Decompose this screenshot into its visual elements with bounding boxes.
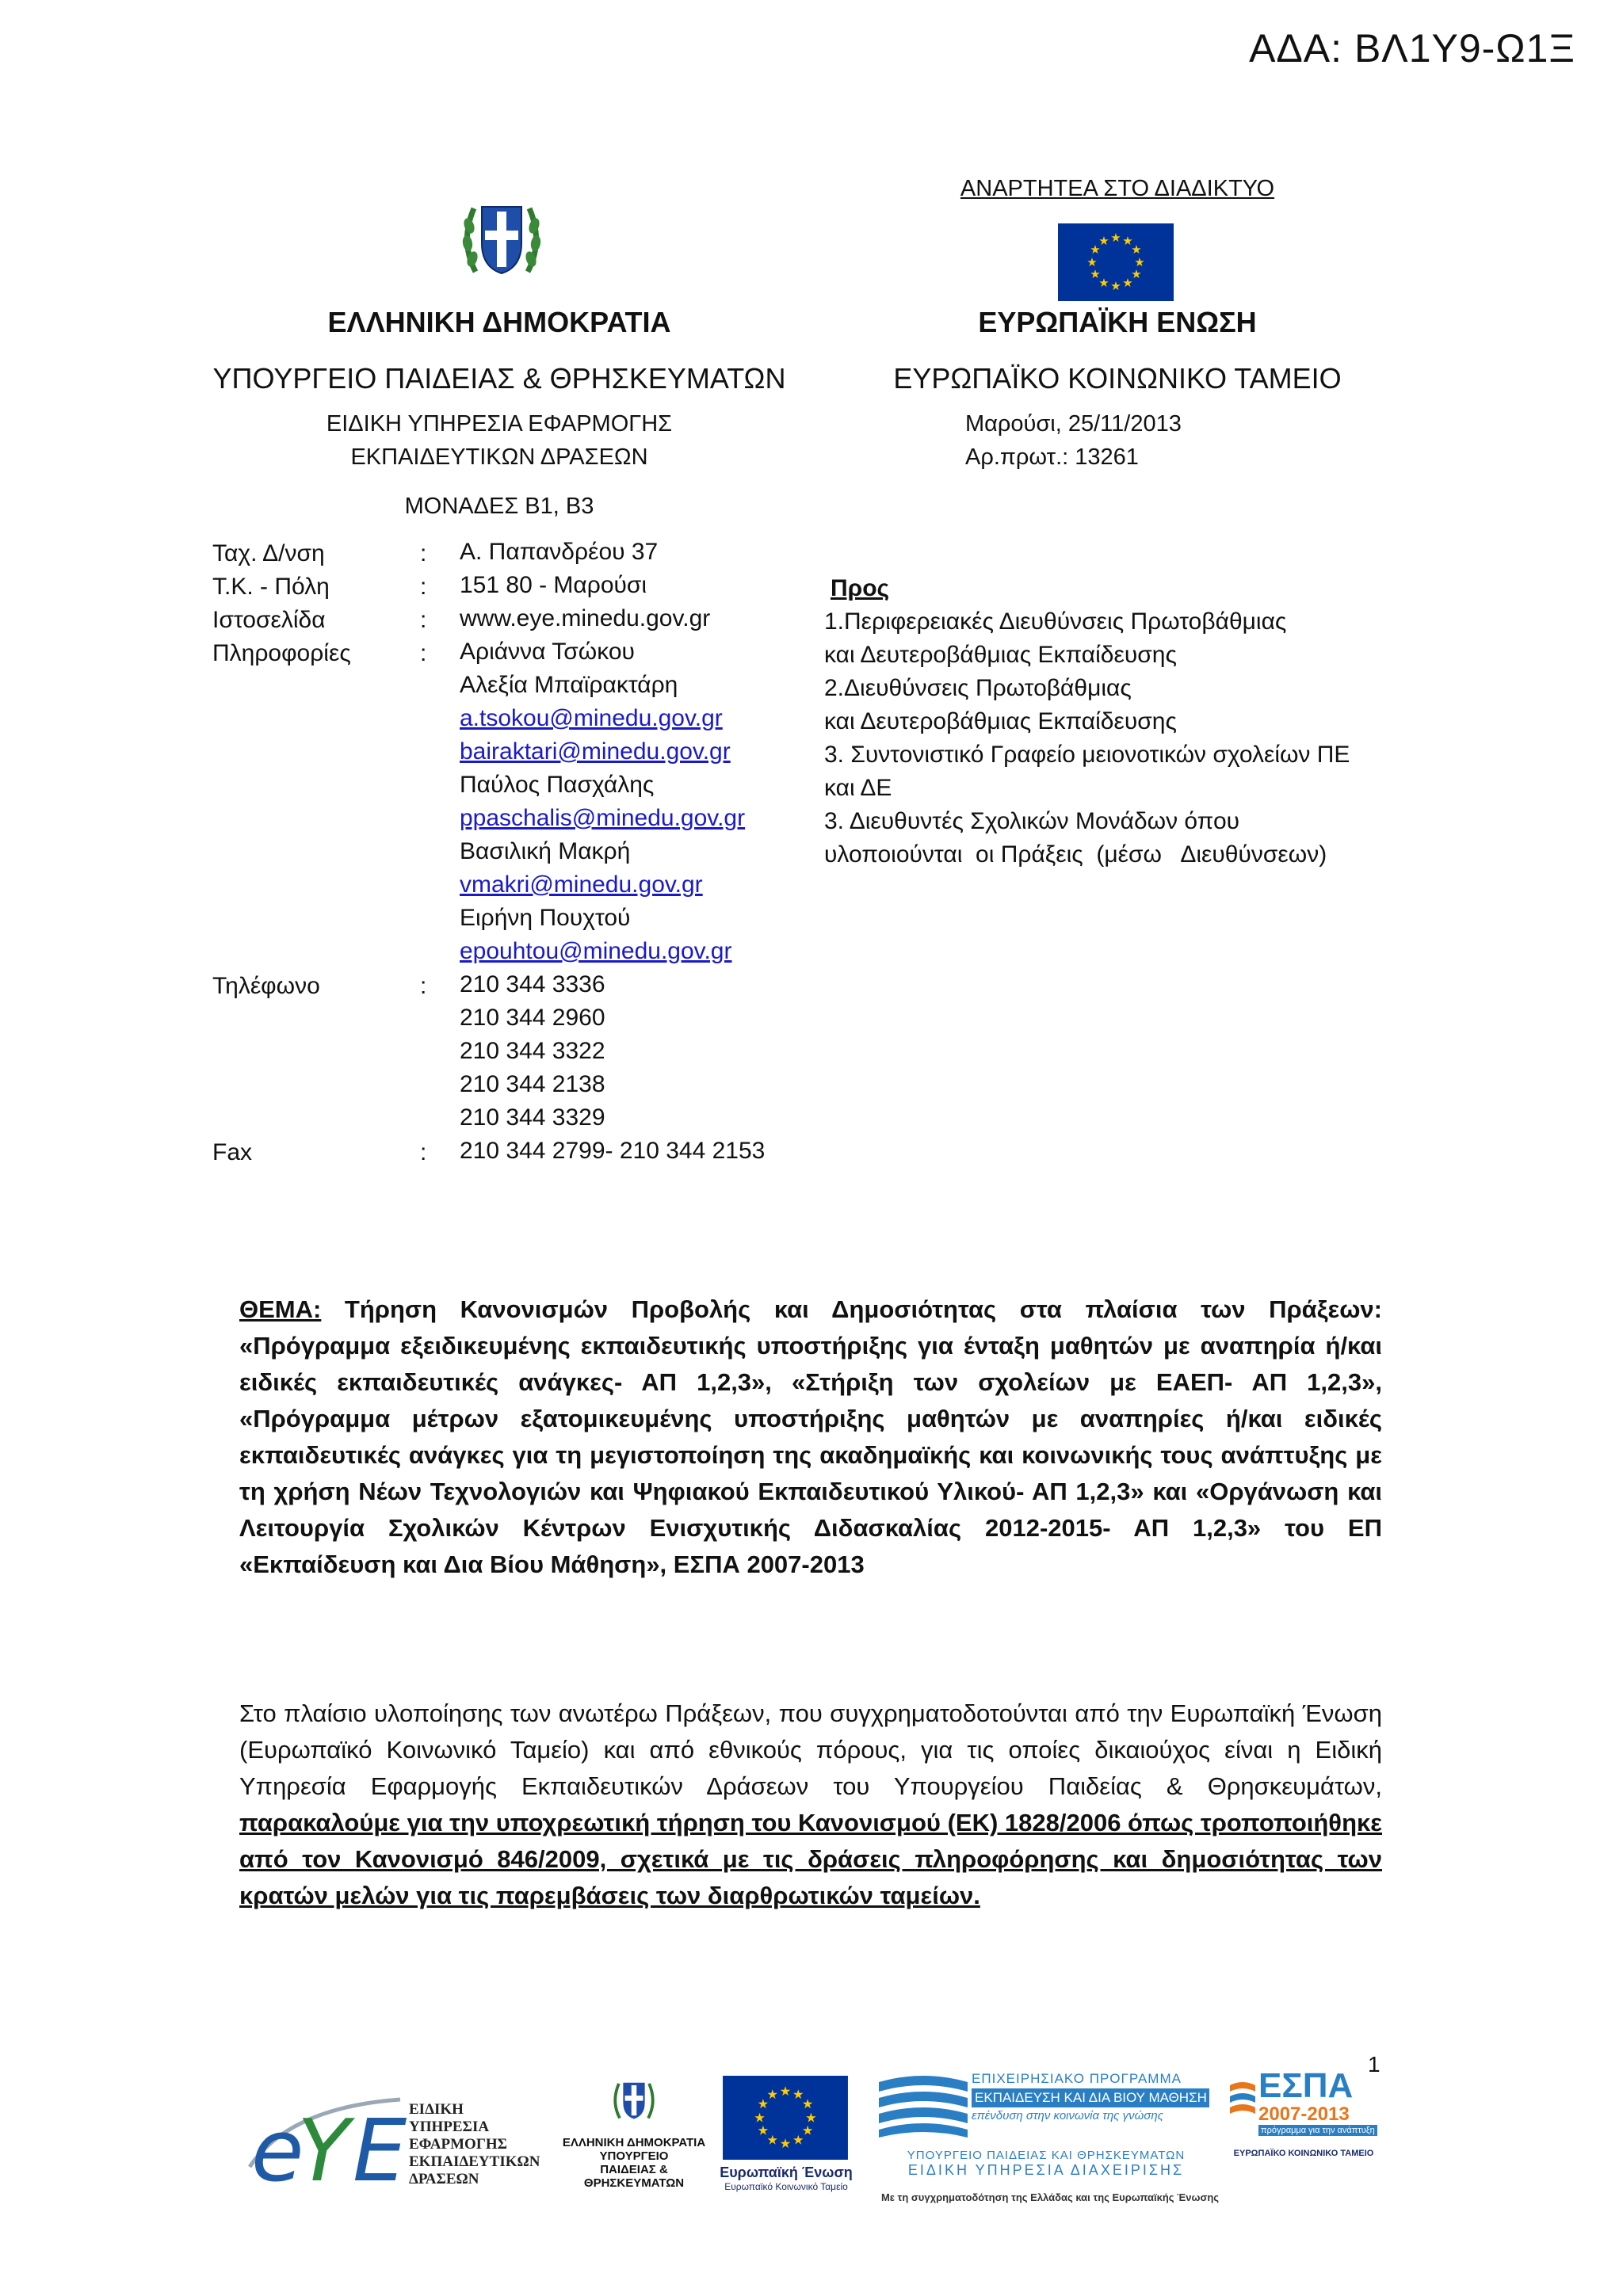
postcode-label: Τ.Κ. - Πόλη (212, 574, 330, 600)
website-label: Ιστοσελίδα (212, 607, 326, 633)
page-number: 1 (1368, 2052, 1381, 2077)
svg-text:★: ★ (1090, 267, 1101, 281)
ministry-logo-line: ΕΛΛΗΝΙΚΗ ΔΗΜΟΚΡΑΤΙΑ (562, 2136, 706, 2149)
contact-person: Αριάννα Τσώκου (460, 639, 635, 665)
recipient-line: 3. Διευθυντές Σχολικών Μονάδων όπου (824, 808, 1240, 834)
svg-text:★: ★ (792, 2132, 804, 2148)
svg-text:★: ★ (1098, 276, 1109, 290)
svg-text:★: ★ (805, 2110, 817, 2126)
svg-text:★: ★ (801, 2122, 814, 2138)
svg-text:e: e (251, 2102, 304, 2195)
svg-text:★: ★ (1098, 234, 1109, 248)
svg-text:★: ★ (1086, 255, 1098, 269)
republic-title: ΕΛΛΗΝΙΚΗ ΔΗΜΟΚΡΑΤΙΑ (327, 306, 671, 338)
subject-label: ΘΕΜΑ: (239, 1295, 322, 1323)
svg-text:★: ★ (766, 2132, 779, 2148)
eye-logo-line: ΕΚΠΑΙΔΕΥΤΙΚΩΝ (409, 2153, 540, 2170)
colon: : (420, 607, 427, 633)
phone-number: 210 344 3322 (460, 1038, 605, 1064)
colon: : (420, 1139, 427, 1165)
op-logo-line: επένδυση στην κοινωνία της γνώσης (972, 2109, 1163, 2122)
svg-text:★: ★ (757, 2096, 769, 2112)
op-logo-line: ΕΠΙΧΕΙΡΗΣΙΑΚΟ ΠΡΟΓΡΑΜΜΑ (972, 2071, 1182, 2086)
recipients-heading: Προς (831, 575, 890, 601)
phone-list (460, 968, 605, 1135)
email-link[interactable]: a.tsokou@minedu.gov.gr (460, 705, 723, 731)
espa-logo-text (1258, 2068, 1377, 2136)
address-value: Α. Παπανδρέου 37 (460, 539, 659, 565)
protocol-number: Αρ.πρωτ.: 13261 (965, 444, 1139, 470)
recipient-line: 2.Διευθύνσεις Πρωτοβάθμιας (824, 675, 1132, 701)
recipient-line: και ΔΕ (824, 775, 892, 801)
phone-number: 210 344 3336 (460, 971, 605, 997)
contact-person-list (460, 635, 745, 968)
body-paragraph (239, 1695, 1382, 1914)
email-link[interactable]: ppaschalis@minedu.gov.gr (460, 805, 746, 831)
email-link[interactable]: epouhtou@minedu.gov.gr (460, 938, 732, 964)
recipients-block (824, 572, 1426, 871)
eu-footer-line: Ευρωπαϊκή Ένωση (720, 2164, 853, 2180)
ministry-logo-line: ΥΠΟΥΡΓΕΙΟ (599, 2149, 669, 2163)
svg-text:★: ★ (779, 2083, 792, 2099)
subject-paragraph (239, 1291, 1382, 1583)
units: ΜΟΝΑΔΕΣ Β1, Β3 (404, 494, 594, 519)
fax-value: 210 344 2799- 210 344 2153 (460, 1138, 766, 1164)
subject-text: Τήρηση Κανονισμών Προβολής και Δημοσιότητας στα πλαίσια των Πράξεων: «Πρόγραμμα εξειδικευμένης εκπαιδευτικής υποστήριξης για ένταξη μαθητών με αναπηρία ή/και ειδικές εκπαιδευτικές ανάγκες- ΑΠ 1,2,3», «Στήριξη των σχολείων με ΕΑΕΠ- ΑΠ 1,2,3», «Πρόγραμμα μέτρων εξατομικευμένης υποστήριξης μαθητών με αναπηρίες ή/και ειδικές εκπαιδευτικές ανάγκες για τη μεγιστοποίηση της ακαδημαϊκής και κοινωνικής τους ανάπτυξης με τη χρήση Νέων Τεχνολογιών και Ψηφιακού Εκπαιδευτικού Υλικού- ΑΠ 1,2,3» και «Οργάνωση και Λειτουργία Σχολικών Κέντρων Ενισχυτικής Διδασκαλίας 2012-2015- ΑΠ 1,2,3» του ΕΠ «Εκπαίδευση και Δια Βίου Μάθηση», ΕΣΠΑ 2007-2013 (239, 1295, 1382, 1578)
eye-logo-line: ΔΡΑΣΕΩΝ (409, 2171, 479, 2187)
phone-number: 210 344 3329 (460, 1104, 605, 1131)
svg-text:★: ★ (1090, 242, 1101, 257)
contact-person: Βασιλική Μακρή (460, 838, 631, 864)
body-emphasis: παρακαλούμε για την υποχρεωτική τήρηση του Κανονισμού (ΕΚ) 1828/2006 όπως τροποποιήθηκε από τον Κανονισμό 846/2009, σχετικά με τις δράσεις πληροφόρησης και δημοσιότητας των κρατών μελών για τις παρεμβάσεις των διαρθρωτικών ταμείων. (239, 1809, 1382, 1909)
espa-logo-line: ΕΣΠΑ (1258, 2066, 1354, 2105)
svg-text:★: ★ (1131, 242, 1142, 257)
svg-text:★: ★ (801, 2096, 814, 2112)
email-link[interactable]: vmakri@minedu.gov.gr (460, 871, 703, 898)
address-label: Ταχ. Δ/νση (212, 540, 325, 566)
svg-text:★: ★ (1110, 231, 1121, 245)
ada-code: ΑΔΑ: ΒΛ1Υ9-Ω1Ξ (1249, 26, 1575, 71)
greek-ministry-text (555, 2136, 713, 2190)
svg-text:★: ★ (757, 2122, 769, 2138)
website-value: www.eye.minedu.gov.gr (460, 605, 711, 631)
fax-label: Fax (212, 1139, 253, 1165)
info-label: Πληροφορίες (212, 640, 351, 666)
op-logo-line: ΕΙΔΙΚΗ ΥΠΗΡΕΣΙΑ ΔΙΑΧΕΙΡΙΣΗΣ (907, 2162, 1185, 2178)
recipient-line: και Δευτεροβάθμιας Εκπαίδευσης (824, 708, 1177, 734)
eye-logo-line: ΕΙΔΙΚΗ (409, 2101, 464, 2118)
phone-number: 210 344 2960 (460, 1005, 605, 1031)
recipient-line: και Δευτεροβάθμιας Εκπαίδευσης (824, 642, 1177, 668)
espa-logo-line: 2007-2013 (1258, 2103, 1350, 2125)
colon: : (420, 640, 427, 666)
service-line-1: ΕΙΔΙΚΗ ΥΠΗΡΕΣΙΑ ΕΦΑΡΜΟΓΗΣ (326, 411, 673, 437)
op-waves-logo-icon (876, 2074, 971, 2139)
phone-label: Τηλέφωνο (212, 973, 320, 999)
eye-logo-icon (242, 2092, 408, 2195)
eu-flag-icon (1058, 223, 1174, 301)
svg-text:E: E (353, 2102, 407, 2195)
op-logo-line: ΥΠΟΥΡΓΕΙΟ ΠΑΙΔΕΙΑΣ ΚΑΙ ΘΡΗΣΚΕΥΜΑΤΩΝ (907, 2149, 1186, 2162)
contact-person: Παύλος Πασχάλης (460, 772, 655, 798)
svg-text:★: ★ (1122, 234, 1133, 248)
svg-text:★: ★ (792, 2087, 804, 2103)
phone-number: 210 344 2138 (460, 1071, 605, 1097)
recipient-line: υλοποιούνται οι Πράξεις (μέσω Διευθύνσεων) (824, 841, 1327, 868)
greek-coat-of-arms-small-icon (610, 2076, 658, 2123)
contact-person: Ειρήνη Πουχτού (460, 905, 631, 931)
service-line-2: ΕΚΠΑΙΔΕΥΤΙΚΩΝ ΔΡΑΣΕΩΝ (350, 444, 648, 470)
op-managing-text (880, 2149, 1212, 2179)
eu-footer-text (716, 2164, 856, 2192)
eu-title: ΕΥΡΩΠΑΪΚΗ ΕΝΩΣΗ (978, 306, 1257, 338)
eu-footer-line: Ευρωπαϊκό Κοινωνικό Ταμείο (724, 2181, 848, 2192)
op-logo-line: ΕΚΠΑΙΔΕΥΣΗ ΚΑΙ ΔΙΑ ΒΙΟΥ ΜΑΘΗΣΗ (972, 2088, 1209, 2107)
eu-flag-footer-icon (723, 2076, 848, 2160)
svg-text:Y: Y (297, 2102, 349, 2195)
espa-flag-icon (1227, 2077, 1258, 2125)
svg-text:★: ★ (1131, 267, 1142, 281)
postcode-value: 151 80 - Μαρούσι (460, 572, 647, 598)
svg-text:★: ★ (1110, 279, 1121, 293)
eye-logo-text (409, 2101, 540, 2188)
svg-text:★: ★ (779, 2135, 792, 2151)
body-text: Στο πλαίσιο υλοποίησης των ανωτέρω Πράξεων, που συγχρηματοδοτούνται από την Ευρωπαϊκή Ένωση (Ευρωπαϊκό Κοινωνικό Ταμείο) και από εθνικούς πόρους, για τις οποίες δικαιούχος είναι η Ειδική Υπηρεσία Εφαρμογής Εκπαιδευτικών Δράσεων του Υπουργείου Παιδείας & Θρησκευμάτων, (239, 1699, 1382, 1800)
svg-text:★: ★ (1122, 276, 1133, 290)
recipient-line: 3. Συντονιστικό Γραφείο μειονοτικών σχολείων ΠΕ (824, 742, 1350, 768)
document-date: Μαρούσι, 25/11/2013 (965, 411, 1182, 437)
recipient-line: 1.Περιφερειακές Διευθύνσεις Πρωτοβάθμιας (824, 608, 1287, 635)
ministry-title: ΥΠΟΥΡΓΕΙΟ ΠΑΙΔΕΙΑΣ & ΘΡΗΣΚΕΥΜΑΤΩΝ (212, 362, 786, 395)
colon: : (420, 540, 427, 566)
colon: : (420, 973, 427, 999)
contact-person: Αλεξία Μπαϊρακτάρη (460, 672, 678, 698)
espa-logo-line: πρόγραμμα για την ανάπτυξη (1258, 2125, 1377, 2136)
ministry-logo-line: ΠΑΙΔΕΙΑΣ & ΘΡΗΣΚΕΥΜΑΤΩΝ (583, 2163, 685, 2190)
eye-logo-line: ΥΠΗΡΕΣΙΑ (409, 2119, 490, 2135)
svg-text:★: ★ (1134, 255, 1145, 269)
eye-logo-line: ΕΦΑΡΜΟΓΗΣ (409, 2136, 508, 2153)
svg-text:★: ★ (754, 2110, 766, 2126)
colon: : (420, 574, 427, 600)
espa-fund-text: ΕΥΡΩΠΑΪΚΟ ΚΟΙΝΩΝΙΚΟ ΤΑΜΕΙΟ (1233, 2149, 1374, 2158)
svg-text:★: ★ (766, 2087, 779, 2103)
cofunding-text: Με τη συγχρηματοδότηση της Ελλάδας και της Ευρωπαϊκής Ένωσης (880, 2191, 1220, 2203)
op-logo-text (972, 2071, 1209, 2122)
greek-coat-of-arms-icon (458, 194, 545, 281)
esf-title: ΕΥΡΩΠΑΪΚΟ ΚΟΙΝΩΝΙΚΟ ΤΑΜΕΙΟ (893, 362, 1342, 395)
post-online-notice: ΑΝΑΡΤΗΤΕΑ ΣΤΟ ΔΙΑΔΙΚΤΥΟ (960, 176, 1275, 201)
email-link[interactable]: bairaktari@minedu.gov.gr (460, 738, 731, 765)
